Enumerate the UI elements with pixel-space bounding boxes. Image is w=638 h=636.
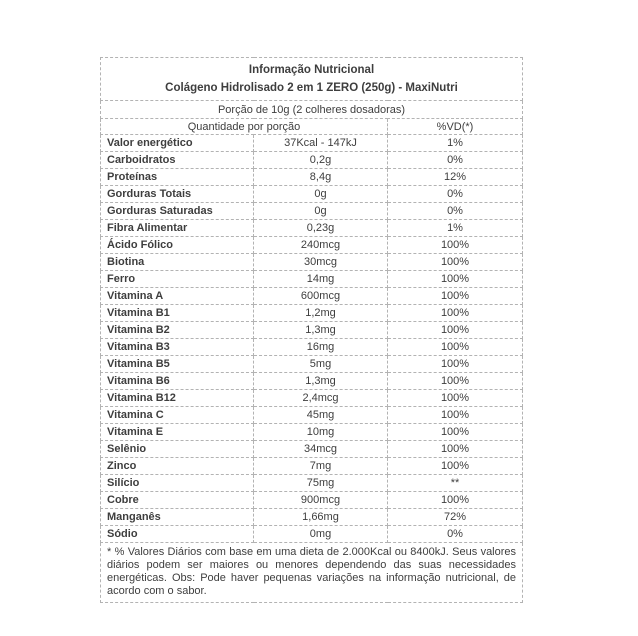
- nutrient-row: [101, 509, 523, 526]
- nutrient-daily-value: 100%: [388, 441, 523, 458]
- nutrient-quantity: 14mg: [254, 271, 388, 288]
- nutrient-name: Gorduras Totais: [101, 186, 254, 203]
- nutrient-name: Proteínas: [101, 169, 254, 186]
- column-header-quantity: Quantidade por porção: [101, 119, 388, 135]
- nutrient-daily-value: 0%: [388, 186, 523, 203]
- nutrient-name: Vitamina B6: [101, 373, 254, 390]
- nutrient-daily-value: 100%: [388, 356, 523, 373]
- nutrient-daily-value: **: [388, 475, 523, 492]
- nutrient-daily-value: 100%: [388, 492, 523, 509]
- nutrient-quantity: 0g: [254, 186, 388, 203]
- nutrient-daily-value: 100%: [388, 288, 523, 305]
- table-header: [101, 58, 523, 101]
- nutrient-daily-value: 100%: [388, 373, 523, 390]
- serving-row: [101, 101, 523, 119]
- nutrient-quantity: 0g: [254, 203, 388, 220]
- nutrient-name: Zinco: [101, 458, 254, 475]
- nutrient-row: [101, 254, 523, 271]
- nutrient-quantity: 0,2g: [254, 152, 388, 169]
- nutrient-daily-value: 12%: [388, 169, 523, 186]
- nutrient-quantity: 30mcg: [254, 254, 388, 271]
- nutrient-daily-value: 100%: [388, 424, 523, 441]
- nutrient-name: Carboidratos: [101, 152, 254, 169]
- table-header-cell: [101, 58, 523, 101]
- nutrient-quantity: 34mcg: [254, 441, 388, 458]
- nutrient-quantity: 37Kcal - 147kJ: [254, 135, 388, 152]
- nutrient-quantity: 75mg: [254, 475, 388, 492]
- nutrition-table: [100, 57, 523, 603]
- nutrient-row: [101, 271, 523, 288]
- nutrient-quantity: 900mcg: [254, 492, 388, 509]
- nutrient-quantity: 8,4g: [254, 169, 388, 186]
- nutrient-name: Vitamina B1: [101, 305, 254, 322]
- nutrient-row: [101, 220, 523, 237]
- nutrient-name: Sódio: [101, 526, 254, 543]
- nutrient-name: Biotina: [101, 254, 254, 271]
- nutrient-quantity: 16mg: [254, 339, 388, 356]
- nutrient-quantity: 7mg: [254, 458, 388, 475]
- nutrient-quantity: 1,2mg: [254, 305, 388, 322]
- nutrient-daily-value: 100%: [388, 254, 523, 271]
- nutrient-quantity: 1,3mg: [254, 322, 388, 339]
- nutrient-row: [101, 356, 523, 373]
- nutrient-name: Vitamina A: [101, 288, 254, 305]
- nutrient-name: Ferro: [101, 271, 254, 288]
- footnote-text: * % Valores Diários com base em uma dieta de 2.000Kcal ou 8400kJ. Seus valores diários podem ser maiores ou menores dependendo das suas necessidades energéticas. Obs: Pode haver pequenas variações na informação nutricional, de acordo com o sabor.: [101, 543, 523, 603]
- nutrient-row: [101, 152, 523, 169]
- nutrient-daily-value: 100%: [388, 458, 523, 475]
- nutrient-quantity: 0,23g: [254, 220, 388, 237]
- nutrient-row: [101, 237, 523, 254]
- nutrient-row: [101, 135, 523, 152]
- nutrient-name: Fibra Alimentar: [101, 220, 254, 237]
- nutrient-row: [101, 458, 523, 475]
- nutrient-row: [101, 322, 523, 339]
- column-header-dv: %VD(*): [388, 119, 523, 135]
- nutrition-panel: [100, 57, 522, 603]
- nutrient-name: Manganês: [101, 509, 254, 526]
- nutrient-row: [101, 407, 523, 424]
- nutrient-name: Vitamina B2: [101, 322, 254, 339]
- nutrient-daily-value: 72%: [388, 509, 523, 526]
- nutrient-name: Vitamina B5: [101, 356, 254, 373]
- nutrient-daily-value: 0%: [388, 152, 523, 169]
- nutrient-row: [101, 373, 523, 390]
- nutrient-daily-value: 100%: [388, 305, 523, 322]
- nutrient-name: Cobre: [101, 492, 254, 509]
- nutrient-daily-value: 0%: [388, 526, 523, 543]
- footnote-row: [101, 543, 523, 603]
- nutrient-row: [101, 424, 523, 441]
- column-header-row: [101, 119, 523, 135]
- nutrient-row: [101, 339, 523, 356]
- nutrient-row: [101, 203, 523, 220]
- nutrient-daily-value: 1%: [388, 220, 523, 237]
- nutrient-name: Silício: [101, 475, 254, 492]
- nutrient-name: Vitamina E: [101, 424, 254, 441]
- nutrient-quantity: 0mg: [254, 526, 388, 543]
- product-subtitle: Colágeno Hidrolisado 2 em 1 ZERO (250g) - MaxiNutri: [165, 82, 458, 94]
- nutrient-quantity: 2,4mcg: [254, 390, 388, 407]
- serving-size-label: Porção de 10g (2 colheres dosadoras): [101, 101, 523, 119]
- nutrient-row: [101, 288, 523, 305]
- nutrient-name: Vitamina B12: [101, 390, 254, 407]
- nutrient-row: [101, 169, 523, 186]
- nutrient-row: [101, 492, 523, 509]
- nutrient-name: Ácido Fólico: [101, 237, 254, 254]
- nutrient-quantity: 1,66mg: [254, 509, 388, 526]
- nutrient-row: [101, 526, 523, 543]
- nutrient-daily-value: 100%: [388, 407, 523, 424]
- nutrient-daily-value: 100%: [388, 322, 523, 339]
- nutrient-daily-value: 100%: [388, 237, 523, 254]
- nutrient-quantity: 1,3mg: [254, 373, 388, 390]
- nutrient-row: [101, 475, 523, 492]
- nutrient-daily-value: 0%: [388, 203, 523, 220]
- nutrient-name: Vitamina B3: [101, 339, 254, 356]
- nutrient-quantity: 5mg: [254, 356, 388, 373]
- nutrient-name: Vitamina C: [101, 407, 254, 424]
- nutrient-name: Gorduras Saturadas: [101, 203, 254, 220]
- nutrient-quantity: 45mg: [254, 407, 388, 424]
- nutrient-quantity: 10mg: [254, 424, 388, 441]
- nutrient-daily-value: 100%: [388, 271, 523, 288]
- nutrient-row: [101, 390, 523, 407]
- nutrient-daily-value: 100%: [388, 339, 523, 356]
- nutrient-name: Selênio: [101, 441, 254, 458]
- nutrient-daily-value: 1%: [388, 135, 523, 152]
- nutrient-row: [101, 305, 523, 322]
- nutrient-daily-value: 100%: [388, 390, 523, 407]
- nutrient-name: Valor energético: [101, 135, 254, 152]
- page-title: Informação Nutricional: [248, 64, 375, 76]
- nutrient-quantity: 600mcg: [254, 288, 388, 305]
- nutrient-row: [101, 441, 523, 458]
- nutrient-rows: [101, 135, 523, 543]
- nutrient-quantity: 240mcg: [254, 237, 388, 254]
- nutrient-row: [101, 186, 523, 203]
